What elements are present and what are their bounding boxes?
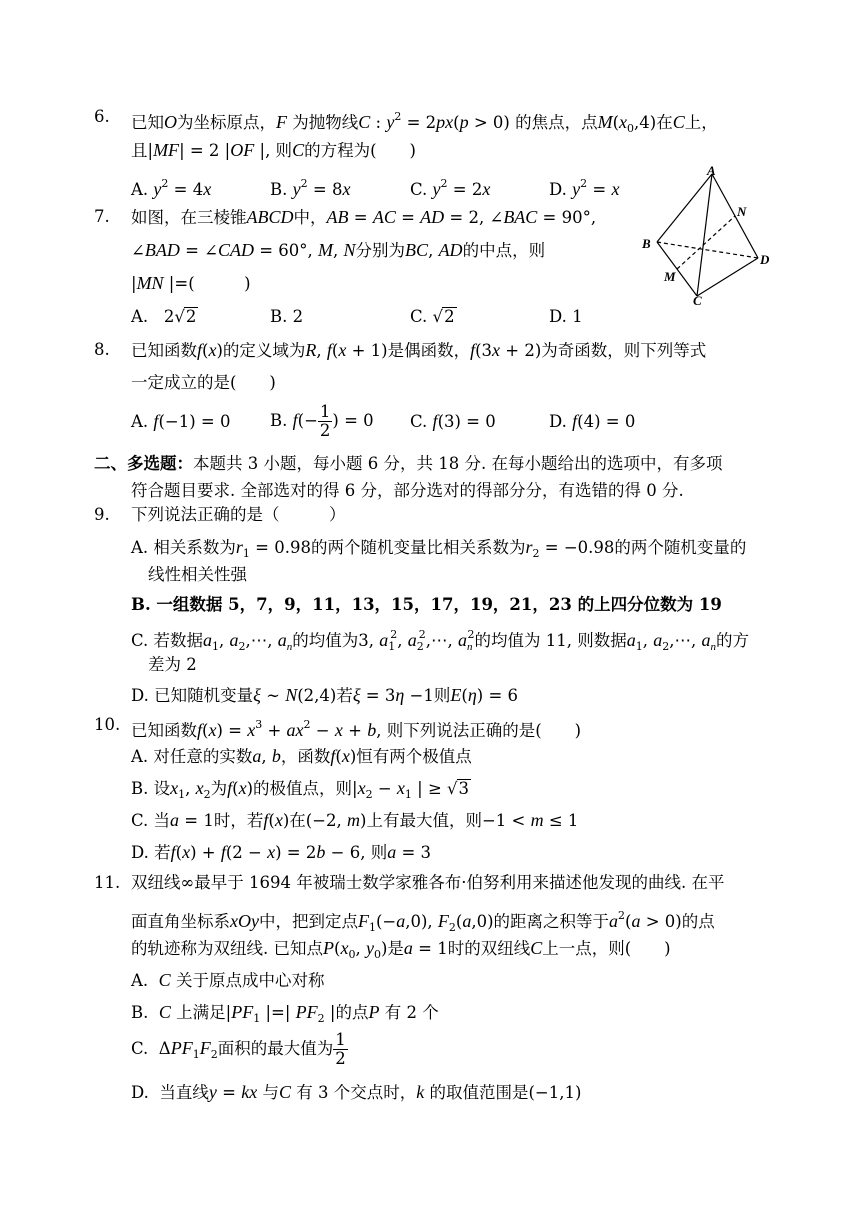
label-m: M (664, 269, 676, 284)
question-11-option-b: B. C 上满足$|PF_1$ |=| $PF_2$ |的点P 有 2 个 (131, 1002, 439, 1025)
question-8-option-b: B. f(− $\frac{1}{2}$ ) = 0 (270, 402, 374, 440)
question-7-number: 7. (94, 207, 110, 226)
label-d: D (760, 252, 770, 267)
question-10-stem: 已知函数$f(x) = x^3 + ax^2 - x + b$, 则下列说法正确的是( ) (131, 718, 582, 740)
question-9-number: 9. (94, 505, 110, 524)
question-9-option-a-line-1: A. 相关系数为$r_1 = 0.98$的两个随机变量比相关系数为$r_2 = -0.98$的两个随机变量的 (131, 537, 747, 560)
question-10-option-a: A. 对任意的实数a, b，函数f(x)恒有两个极值点 (131, 746, 472, 766)
question-6-option-d: D. $y^2 = x$ (549, 177, 620, 199)
question-11-line-3: 的轨迹称为双纽线. 已知点$P(x_0$, $y_0$)是a = 1时的双纽线C上一点，则( ) (131, 938, 671, 961)
question-8-number: 8. (94, 340, 110, 359)
question-8-line-1: 已知函数f(x)的定义域为R, f(x + 1)是偶函数，f(3x + 2)为奇函数，则下列等式 (131, 340, 707, 360)
question-6-line-1: 已知O为坐标原点，F 为抛物线C : $y^2 = 2px(p > 0)$ 的焦点，点$M(x_0,4)$在C上， (131, 110, 718, 135)
section-2-instructions: 符合题目要求. 全部选对的得 6 分，部分选对的得部分分，有选错的得 0 分. (131, 481, 684, 500)
question-6-option-b: B. $y^2 = 8x$ (270, 177, 351, 199)
edge-ac (697, 174, 712, 296)
question-8-option-a: A. f(−1) = 0 (131, 411, 231, 431)
label-a: A (707, 166, 716, 178)
question-11-number: 11. (94, 873, 121, 892)
question-7-option-a: A. 2√2 (131, 307, 197, 326)
question-11-line-2: 面直角坐标系xOy中，把到定点$F_1(-a,0)$, $F_2(a,0)$的距离之积等于$a^2(a > 0)$的点 (131, 909, 715, 934)
question-9-option-c-line-2: 差为 2 (148, 655, 197, 674)
question-9-option-d: D. 已知随机变量ξ ∼ N(2,4)若ξ = 3η −1则E(η) = 6 (131, 685, 519, 705)
question-6-option-a: A. $y^2 = 4x$ (131, 177, 212, 199)
question-11-option-c: C. $\Delta PF_1F_2$面积的最大值为 $\frac{1}{2}$ (131, 1030, 346, 1068)
question-9-stem: 下列说法正确的是（ ） (131, 505, 346, 524)
question-7-option-c: C. √2 (410, 307, 455, 326)
question-9-option-a-line-2: 线性相关性强 (148, 565, 247, 584)
edge-cd (697, 258, 758, 296)
question-11-line-1: 双纽线∞最早于 1694 年被瑞士数学家雅各布·伯努利用来描述他发现的曲线. 在平 (131, 873, 725, 892)
question-6-option-c: C. $y^2 = 2x$ (410, 177, 491, 199)
label-b: B (642, 236, 651, 251)
question-8-line-2: 一定成立的是( ) (131, 373, 276, 392)
question-8-option-c: C. f(3) = 0 (410, 411, 496, 431)
edge-bd (657, 242, 758, 258)
question-10-option-b: B. 设$x_1$, $x_2$为f(x)的极值点，则$|x_2 - x_1$ | ≥ √3 (131, 778, 470, 801)
question-10-option-c: C. 当a = 1时，若f(x)在(−2, m)上有最大值，则−1 < m ≤ 1 (131, 810, 579, 830)
section-2-title: 二、多选题： (94, 454, 193, 473)
question-11-option-a: A. C 关于原点成中心对称 (131, 970, 325, 990)
question-9-option-c-line-1: C. 若数据$a_1$, $a_2,\cdots$, $a_n$的均值为3, $a_1^2$, $a_2^2,\cdots$, $a_n^2$的均值为 11, 则数据$a_1$, $a_2,\cdots$, $a_n$的方 (131, 628, 750, 653)
question-7-line-1: 如图，在三棱锥ABCD中，AB = AC = AD = 2, ∠BAC = 90°, (131, 207, 597, 227)
question-11-option-d: D. 当直线y = kx 与C 有 3 个交点时，k 的取值范围是(−1,1) (131, 1082, 582, 1102)
question-8-option-d: D. f(4) = 0 (549, 411, 636, 431)
question-10-option-d: D. 若f(x) + f(2 − x) = 2b − 6, 则a = 3 (131, 842, 432, 862)
label-n: N (737, 204, 747, 219)
question-10-number: 10. (94, 715, 121, 734)
question-6-line-2: 且|MF| = 2 |OF |, 则C的方程为( ) (131, 140, 416, 160)
question-6-number: 6. (94, 107, 110, 126)
edge-ab (657, 174, 712, 242)
question-7-option-d: D. 1 (549, 307, 583, 326)
label-c: C (693, 293, 702, 306)
question-9-option-b: B. 一组数据 5，7，9，11，13，15，17，19，21，23 的上四分位数为 19 (131, 595, 722, 614)
question-7-line-3: |MN |=( ) (131, 273, 251, 293)
question-7-line-2: ∠BAD = ∠CAD = 60°, M, N分别为BC, AD的中点，则 (131, 240, 546, 260)
section-2-header: 二、多选题：本题共 3 小题，每小题 6 分，共 18 分. 在每小题给出的选项中，有多项 (94, 454, 723, 473)
tetrahedron-figure (640, 166, 790, 306)
question-7-option-b: B. 2 (270, 307, 304, 326)
